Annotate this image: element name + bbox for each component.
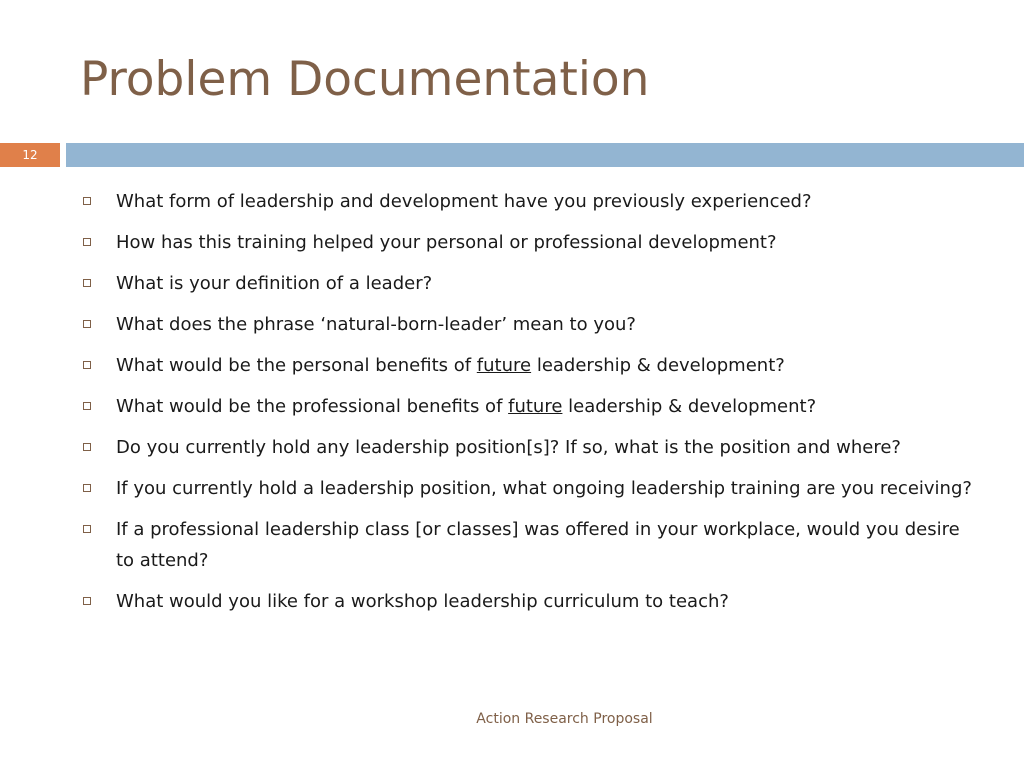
square-bullet-icon	[83, 484, 91, 492]
list-item	[80, 473, 980, 504]
list-item-text: If you currently hold a leadership position, what ongoing leadership training are you receiving?	[116, 478, 972, 499]
title-divider-bar	[66, 143, 1024, 167]
list-item-text-start: What would be the professional benefits of	[116, 396, 509, 417]
list-item	[80, 514, 980, 576]
list-item-text: Do you currently hold any leadership position[s]? If so, what is the position and where?	[116, 437, 901, 458]
list-item	[80, 268, 980, 299]
list-item	[80, 309, 980, 340]
square-bullet-icon	[83, 320, 91, 328]
square-bullet-icon	[83, 238, 91, 246]
question-list	[80, 186, 980, 627]
list-item	[80, 586, 980, 617]
list-item-text: What form of leadership and development have you previously experienced?	[116, 191, 812, 212]
list-item-text-end: leadership & development?	[562, 396, 817, 417]
square-bullet-icon	[83, 443, 91, 451]
slide-number-badge: 12	[0, 143, 60, 167]
list-item-underlined-word: future	[508, 396, 563, 417]
list-item-text-start: What would be the personal benefits of	[116, 355, 477, 376]
slide-title: Problem Documentation	[80, 52, 650, 107]
list-item	[80, 227, 980, 258]
list-item	[80, 432, 980, 463]
list-item-text: What would you like for a workshop leadership curriculum to teach?	[116, 591, 729, 612]
square-bullet-icon	[83, 597, 91, 605]
list-item	[80, 391, 980, 422]
list-item-text: If a professional leadership class [or classes] was offered in your workplace, would you desire to attend?	[116, 519, 960, 571]
list-item	[80, 350, 980, 381]
list-item-text: What does the phrase ‘natural-born-leader’ mean to you?	[116, 314, 636, 335]
list-item-underlined-word: future	[476, 355, 532, 376]
list-item	[80, 186, 980, 217]
square-bullet-icon	[83, 361, 91, 369]
list-item-text: What is your definition of a leader?	[116, 273, 433, 294]
slide-footer: Action Research Proposal	[476, 711, 653, 727]
list-item-text: How has this training helped your personal or professional development?	[116, 232, 777, 253]
square-bullet-icon	[83, 279, 91, 287]
square-bullet-icon	[83, 197, 91, 205]
list-item-text-end: leadership & development?	[531, 355, 785, 376]
square-bullet-icon	[83, 525, 91, 533]
square-bullet-icon	[83, 402, 91, 410]
